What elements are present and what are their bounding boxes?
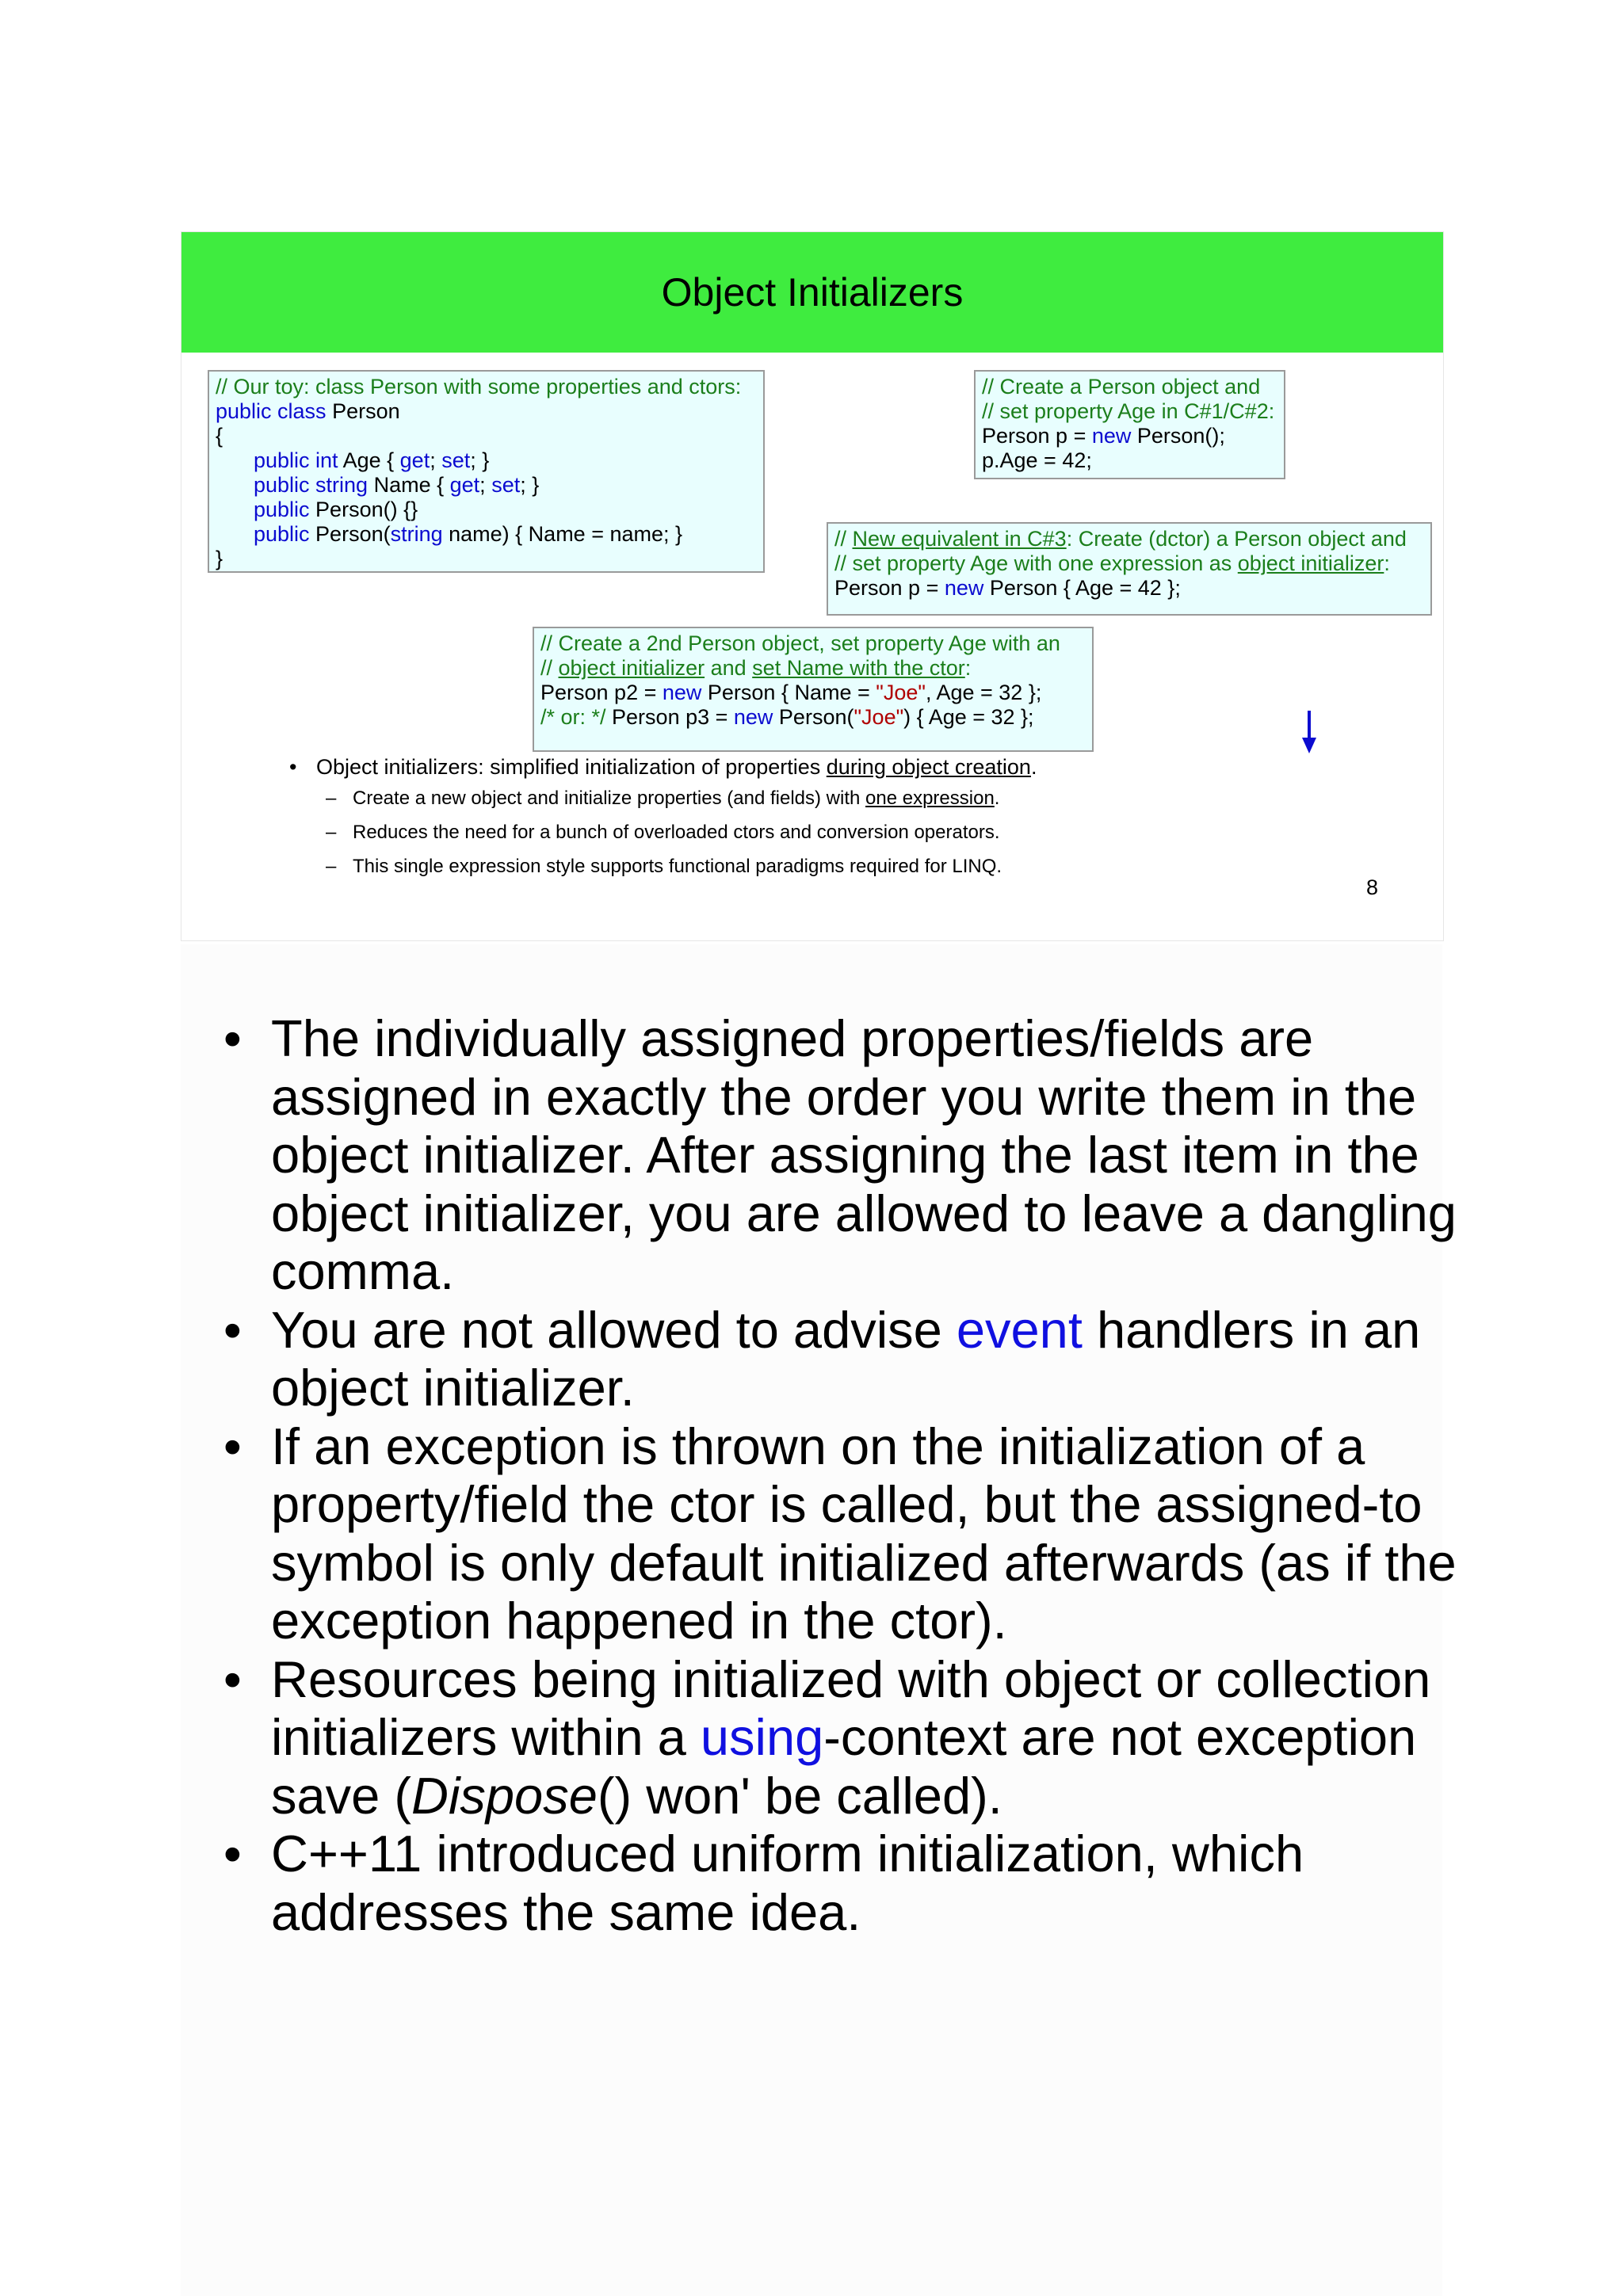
slide-bullets — [237, 753, 1386, 889]
code-box-class-person — [208, 370, 765, 573]
slide-subbullet: – Reduces the need for a bunch of overloaded ctors and conversion operators. — [326, 822, 1000, 843]
slide-subbullet: – Create a new object and initialize properties (and fields) with one expression. — [326, 788, 1000, 809]
code-line: Person p2 = new Person { Name = "Joe", Age = 32 }; — [540, 681, 1042, 704]
code-line: public Person(string name) { Name = name; } — [254, 522, 683, 546]
dash-icon: – — [326, 788, 337, 809]
bullet-icon: • — [289, 755, 297, 779]
note-item: • You are not allowed to advise event handlers in an object initializer. — [223, 1300, 1421, 1417]
slide-subbullet: – This single expression style supports functional paradigms required for LINQ. — [326, 856, 1002, 877]
code-line: // Create a Person object and — [982, 375, 1261, 399]
note-item: • Resources being initialized with object or collection initializers within a using-context are not exception save (Dispose() won' be called). — [223, 1650, 1431, 1825]
code-box-csharp2 — [974, 370, 1285, 479]
code-line: // New equivalent in C#3: Create (dctor) a Person object and — [834, 527, 1407, 551]
bullet-icon: • — [223, 1300, 242, 1359]
code-line: p.Age = 42; — [982, 448, 1092, 472]
code-line: /* or: */ Person p3 = new Person("Joe") { Age = 32 }; — [540, 705, 1034, 729]
note-item: • If an exception is thrown on the initialization of a property/field the ctor is called, but the assigned-to symbol is only default initialized afterwards (as if the exception happened in the ctor). — [223, 1417, 1457, 1650]
code-line: public Person() {} — [254, 498, 418, 521]
code-line: public class Person — [216, 399, 400, 423]
page-number: 8 — [1366, 875, 1379, 899]
code-line: public string Name { get; set; } — [254, 473, 540, 497]
code-line: public int Age { get; set; } — [254, 448, 490, 472]
code-line: // object initializer and set Name with the ctor: — [540, 656, 972, 680]
code-line: { — [216, 424, 223, 448]
bullet-icon: • — [223, 1009, 242, 1067]
code-line: } — [216, 547, 223, 570]
down-arrow-icon — [1300, 711, 1318, 753]
notes-list — [223, 1009, 1460, 1941]
dash-icon: – — [326, 856, 337, 877]
code-line: Person p = new Person { Age = 42 }; — [834, 576, 1181, 600]
code-box-second-person — [533, 627, 1094, 752]
bullet-icon: • — [223, 1417, 242, 1475]
code-line: Person p = new Person(); — [982, 424, 1225, 448]
code-line: // Our toy: class Person with some properties and ctors: — [216, 375, 742, 399]
code-line: // set property Age with one expression as object initializer: — [834, 551, 1390, 575]
slide-title: Object Initializers — [181, 232, 1443, 353]
code-box-csharp3 — [827, 522, 1432, 616]
dash-icon: – — [326, 822, 337, 843]
slide — [181, 231, 1444, 941]
note-item: • C++11 introduced uniform initialization, which addresses the same idea. — [223, 1825, 1304, 1941]
code-line: // Create a 2nd Person object, set property Age with an — [540, 631, 1060, 655]
bullet-icon: • — [223, 1650, 242, 1708]
note-item: • The individually assigned properties/fields are assigned in exactly the order you write them in the object initializer. After assigning the last item in the object initializer, you are allowed to leave a dangling comma. — [223, 1009, 1457, 1300]
bullet-icon: • — [223, 1825, 242, 1882]
slide-bullet-main: • Object initializers: simplified initialization of properties during object creation. — [289, 755, 1037, 779]
code-line: // set property Age in C#1/C#2: — [982, 399, 1275, 423]
